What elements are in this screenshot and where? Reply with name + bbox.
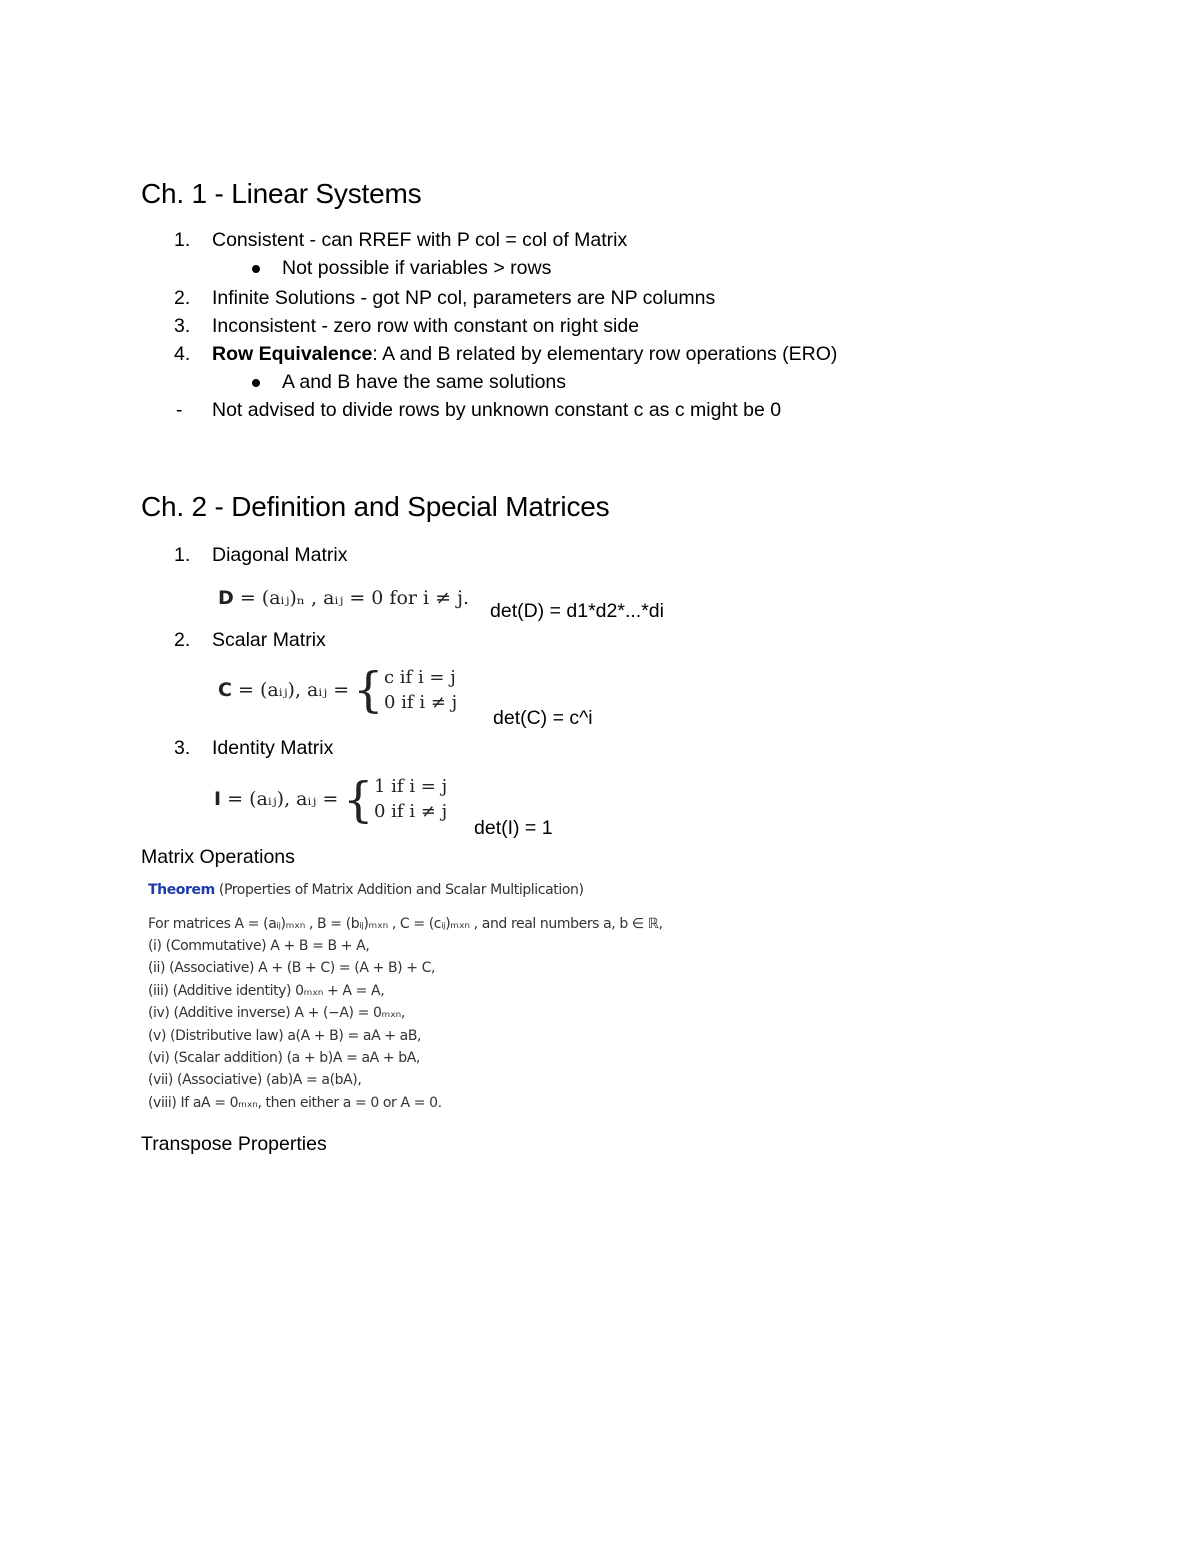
chapter-2-heading: Ch. 2 - Definition and Special Matrices xyxy=(141,491,610,522)
sub-list-item: Not possible if variables > rows xyxy=(282,257,552,279)
list-marker: 2. xyxy=(174,287,191,309)
list-item: Not advised to divide rows by unknown constant c as c might be 0 xyxy=(212,399,782,421)
bullet-icon xyxy=(252,265,260,273)
formula-text: = (aᵢⱼ), aᵢⱼ = xyxy=(221,788,339,810)
list-marker: 1. xyxy=(174,229,191,251)
scalar-determinant: det(C) = c^i xyxy=(493,707,593,729)
brace-symbol: { xyxy=(343,772,374,828)
theorem-line: (vi) (Scalar addition) (a + b)A = aA + bA, xyxy=(148,1050,420,1066)
theorem-heading xyxy=(148,882,584,898)
formula-case: 0 if i ≠ j xyxy=(374,801,448,822)
formula-symbol: I xyxy=(214,788,222,810)
theorem-title: Theorem xyxy=(148,882,215,898)
list-item: Inconsistent - zero row with constant on right side xyxy=(212,315,640,337)
sub-list-item: A and B have the same solutions xyxy=(282,371,567,393)
bullet-icon xyxy=(252,379,260,387)
formula-text: = (aᵢⱼ), aᵢⱼ = xyxy=(231,679,350,701)
diagonal-matrix-formula xyxy=(218,587,469,609)
chapter-1-heading: Ch. 1 - Linear Systems xyxy=(141,178,422,209)
list-item-diagonal-matrix: Diagonal Matrix xyxy=(212,544,348,566)
theorem-line: (vii) (Associative) (ab)A = a(bA), xyxy=(148,1072,362,1088)
theorem-subtitle: (Properties of Matrix Addition and Scalar Multiplication) xyxy=(214,882,584,898)
formula-case: 0 if i ≠ j xyxy=(384,692,458,713)
formula-symbol: C xyxy=(218,679,232,701)
diagonal-determinant: det(D) = d1*d2*...*di xyxy=(490,600,664,622)
list-item-identity-matrix: Identity Matrix xyxy=(212,737,334,759)
formula-text: = (aᵢⱼ)ₙ , aᵢⱼ = 0 for i ≠ j. xyxy=(233,587,470,609)
theorem-line: (i) (Commutative) A + B = B + A, xyxy=(148,938,370,954)
list-marker: 4. xyxy=(174,343,191,365)
list-marker: - xyxy=(176,399,183,421)
matrix-operations-label: Matrix Operations xyxy=(141,846,295,868)
theorem-line: For matrices A = (aᵢⱼ)ₘₓₙ , B = (bᵢⱼ)ₘₓₙ , C = (cᵢⱼ)ₘₓₙ , and real numbers a, b ∈ ℝ, xyxy=(148,916,663,932)
theorem-line: (v) (Distributive law) a(A + B) = aA + aB, xyxy=(148,1028,422,1044)
brace-symbol: { xyxy=(353,662,384,718)
list-marker: 3. xyxy=(174,315,191,337)
formula-case: 1 if i = j xyxy=(374,776,448,797)
bold-term: Row Equivalence xyxy=(212,343,373,365)
identity-matrix-formula xyxy=(214,788,338,810)
formula-case: c if i = j xyxy=(384,667,456,688)
theorem-line: (iii) (Additive identity) 0ₘₓₙ + A = A, xyxy=(148,983,385,999)
transpose-properties-label: Transpose Properties xyxy=(141,1133,327,1155)
list-marker: 2. xyxy=(174,629,191,651)
formula-symbol: D xyxy=(218,587,234,609)
theorem-line: (viii) If aA = 0ₘₓₙ, then either a = 0 or A = 0. xyxy=(148,1095,442,1111)
theorem-line: (ii) (Associative) A + (B + C) = (A + B) + C, xyxy=(148,960,436,976)
list-item-text: : A and B related by elementary row operations (ERO) xyxy=(372,343,838,365)
list-item: Consistent - can RREF with P col = col of Matrix xyxy=(212,229,628,251)
identity-determinant: det(I) = 1 xyxy=(474,817,553,839)
theorem-line: (iv) (Additive inverse) A + (−A) = 0ₘₓₙ, xyxy=(148,1005,405,1021)
list-item: Infinite Solutions - got NP col, parameters are NP columns xyxy=(212,287,716,309)
list-marker: 3. xyxy=(174,737,191,759)
list-item-scalar-matrix: Scalar Matrix xyxy=(212,629,326,651)
list-marker: 1. xyxy=(174,544,191,566)
scalar-matrix-formula xyxy=(218,679,349,701)
list-item-row-equivalence xyxy=(212,342,837,366)
